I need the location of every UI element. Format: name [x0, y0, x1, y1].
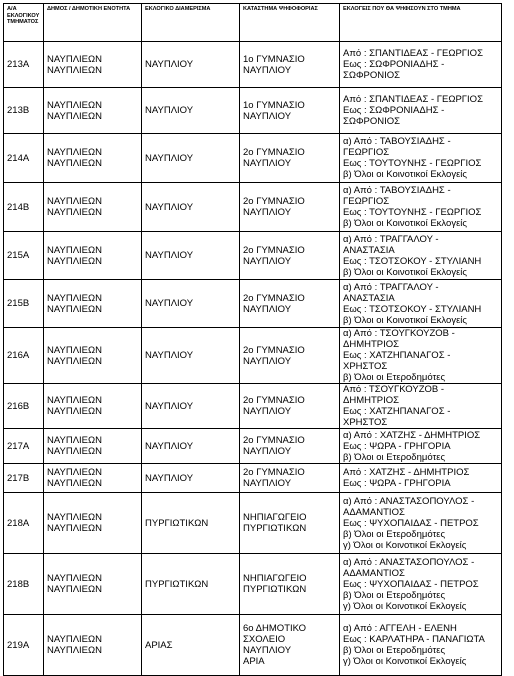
header-municipality: [44, 4, 142, 42]
district-cell: [142, 429, 240, 464]
table-row: [4, 493, 502, 554]
municipality-line: ΝΑΥΠΛΙΕΩΝ: [47, 395, 102, 406]
section-code-cell: 217Α: [4, 429, 44, 464]
voters-line: Εως : ΤΟΥΤΟΥΝΗΣ - ΓΕΩΡΓΙΟΣ: [343, 207, 482, 218]
section-code-cell: 218Α: [4, 493, 44, 554]
polling-station-line: ΝΗΠΙΑΓΩΓΕΙΟ: [243, 573, 307, 584]
table-row: [4, 328, 502, 384]
polling-station-line: ΝΑΥΠΛΙΟΥ: [243, 64, 292, 76]
table-row: [4, 183, 502, 232]
municipality-line: ΝΑΥΠΛΙΕΩΝ: [47, 244, 102, 256]
district-line: ΝΑΥΠΛΙΟΥ: [145, 350, 194, 361]
district-line: ΝΑΥΠΛΙΟΥ: [145, 105, 194, 116]
table-row: [4, 429, 502, 464]
municipality-line: ΝΑΥΠΛΙΕΩΝ: [47, 478, 102, 489]
header-section-number: [4, 4, 44, 42]
voters-line: α) Από : ΤΑΒΟΥΣΙΑΔΗΣ -: [343, 185, 451, 196]
district-line: ΑΡΙΑΣ: [145, 639, 173, 651]
municipality-cell: [44, 232, 142, 280]
voters-line: β) Όλοι οι Ετεροδημότες: [343, 372, 446, 383]
voters-line: ΧΡΗΣΤΟΣ: [343, 361, 388, 372]
voters-line: Εως : ΣΩΦΡΟΝΙΑΔΗΣ -: [343, 59, 445, 70]
voters-line: ΣΩΦΡΟΝΙΟΣ: [343, 70, 401, 81]
voters-line: Εως : ΨΥΧΟΠΑΙΔΑΣ - ΠΕΤΡΟΣ: [343, 517, 479, 529]
municipality-cell: [44, 134, 142, 183]
municipality-line: ΝΑΥΠΛΙΕΩΝ: [47, 523, 102, 534]
municipality-cell: [44, 42, 142, 88]
voters-line: β) Όλοι οι Κοινοτικοί Εκλογείς: [343, 169, 467, 180]
polling-station-line: 2ο ΓΥΜΝΑΣΙΟ: [243, 196, 305, 207]
municipality-line: ΝΑΥΠΛΙΕΩΝ: [47, 584, 102, 595]
polling-stations-table: [3, 3, 502, 676]
voters-line: α) Από : ΤΑΒΟΥΣΙΑΔΗΣ -: [343, 136, 451, 147]
voters-line: ΔΗΜΗΤΡΙΟΣ: [343, 339, 400, 350]
voters-line: β) Όλοι οι Ετεροδημότες: [343, 589, 446, 601]
district-line: ΝΑΥΠΛΙΟΥ: [145, 201, 194, 213]
municipality-line: ΝΑΥΠΛΙΕΩΝ: [47, 255, 102, 267]
polling-station-cell: [240, 134, 340, 183]
voters-line: β) Όλοι οι Ετεροδημότες: [343, 451, 446, 463]
header-text-line: ΕΚΛΟΓΙΚΟΥ: [7, 12, 40, 19]
polling-station-line: ΠΥΡΓΙΩΤΙΚΩΝ: [243, 584, 307, 595]
section-code-cell: 213Α: [4, 42, 44, 88]
district-line: ΠΥΡΓΙΩΤΙΚΩΝ: [145, 578, 209, 590]
municipality-line: ΝΑΥΠΛΙΕΩΝ: [47, 406, 102, 417]
polling-station-line: ΝΗΠΙΑΓΩΓΕΙΟ: [243, 512, 307, 523]
table-header-row: [4, 4, 502, 42]
voters-line: ΓΕΩΡΓΙΟΣ: [343, 147, 390, 158]
voters-cell: [340, 280, 502, 328]
polling-station-cell: [240, 464, 340, 493]
polling-station-line: ΑΡΙΑ: [243, 656, 265, 667]
voters-line: Εως : ΤΣΟΤΣΟΚΟΥ - ΣΤΥΛΙΑΝΗ: [343, 303, 482, 315]
district-cell: [142, 464, 240, 493]
voters-line: γ) Όλοι οι Κοινοτικοί Εκλογείς: [343, 656, 467, 667]
section-code-cell: 214Β: [4, 183, 44, 232]
voters-cell: [340, 384, 502, 429]
polling-station-cell: [240, 280, 340, 328]
section-code-cell: 218Β: [4, 554, 44, 615]
polling-station-line: ΝΑΥΠΛΙΟΥ: [243, 303, 292, 315]
polling-station-line: ΝΑΥΠΛΙΟΥ: [243, 446, 292, 457]
table-row: [4, 615, 502, 676]
voters-line: β) Όλοι οι Ετεροδημότες: [343, 645, 446, 656]
polling-station-line: ΣΧΟΛΕΙΟ: [243, 634, 286, 645]
district-line: ΝΑΥΠΛΙΟΥ: [145, 472, 194, 484]
municipality-cell: [44, 554, 142, 615]
voters-line: α) Από : ΤΡΑΓΓΑΛΟΥ -: [343, 281, 439, 293]
header-polling-station: [240, 4, 340, 42]
municipality-cell: [44, 183, 142, 232]
polling-station-cell: [240, 232, 340, 280]
voters-line: ΓΕΩΡΓΙΟΣ: [343, 196, 390, 207]
table-row: [4, 464, 502, 493]
polling-station-line: 2ο ΓΥΜΝΑΣΙΟ: [243, 292, 305, 304]
voters-line: ΑΔΑΜΑΝΤΙΟΣ: [343, 567, 405, 579]
header-text-line: Α/Α: [7, 6, 17, 12]
district-line: ΝΑΥΠΛΙΟΥ: [145, 250, 194, 261]
voters-line: Εως : ΣΩΦΡΟΝΙΑΔΗΣ -: [343, 105, 445, 116]
voters-cell: [340, 429, 502, 464]
voters-cell: [340, 615, 502, 676]
table-row: [4, 88, 502, 134]
district-cell: [142, 280, 240, 328]
municipality-cell: [44, 464, 142, 493]
section-code-cell: 216Α: [4, 328, 44, 384]
section-code-cell: 216Β: [4, 384, 44, 429]
table-row: [4, 134, 502, 183]
voters-line: Εως : ΨΥΧΟΠΑΙΔΑΣ - ΠΕΤΡΟΣ: [343, 578, 479, 590]
municipality-line: ΝΑΥΠΛΙΕΩΝ: [47, 467, 102, 478]
voters-cell: [340, 328, 502, 384]
municipality-line: ΝΑΥΠΛΙΕΩΝ: [47, 355, 102, 367]
district-cell: [142, 183, 240, 232]
polling-station-cell: [240, 42, 340, 88]
municipality-cell: [44, 88, 142, 134]
voters-cell: [340, 232, 502, 280]
voters-line: α) Από : ΑΝΑΣΤΑΣΟΠΟΥΛΟΣ -: [343, 495, 475, 507]
municipality-line: ΝΑΥΠΛΙΕΩΝ: [47, 344, 102, 356]
district-cell: [142, 615, 240, 676]
voters-cell: [340, 183, 502, 232]
polling-station-cell: [240, 615, 340, 676]
municipality-cell: [44, 429, 142, 464]
voters-line: ΑΝΑΣΤΑΣΙΑ: [343, 244, 395, 256]
polling-station-line: 1ο ΓΥΜΝΑΣΙΟ: [243, 99, 305, 111]
municipality-line: ΝΑΥΠΛΙΕΩΝ: [47, 53, 102, 65]
voters-line: Από : ΧΑΤΖΗΣ - ΔΗΜΗΤΡΙΟΣ: [343, 467, 470, 478]
polling-station-line: 2ο ΓΥΜΝΑΣΙΟ: [243, 344, 305, 356]
municipality-cell: [44, 328, 142, 384]
header-voters: [340, 4, 502, 42]
voters-line: Από : ΣΠΑΝΤΙΔΕΑΣ - ΓΕΩΡΓΙΟΣ: [343, 48, 483, 59]
polling-station-line: ΝΑΥΠΛΙΟΥ: [243, 255, 292, 267]
voters-line: Εως : ΧΑΤΖΗΠΑΝΑΓΟΣ -: [343, 406, 451, 417]
header-text-line: ΕΚΛΟΓΕΙΣ ΠΟΥ ΘΑ ΨΗΦΙΣΟΥΝ ΣΤΟ ΤΜΗΜΑ: [343, 6, 461, 12]
voters-line: ΑΔΑΜΑΝΤΙΟΣ: [343, 506, 405, 518]
polling-station-line: 1ο ΓΥΜΝΑΣΙΟ: [243, 53, 305, 65]
voters-cell: [340, 88, 502, 134]
voters-cell: [340, 493, 502, 554]
municipality-cell: [44, 493, 142, 554]
table-row: [4, 232, 502, 280]
voters-line: ΧΡΗΣΤΟΣ: [343, 417, 388, 428]
district-cell: [142, 88, 240, 134]
district-cell: [142, 493, 240, 554]
polling-station-line: ΝΑΥΠΛΙΟΥ: [243, 406, 292, 417]
polling-station-cell: [240, 328, 340, 384]
municipality-line: ΝΑΥΠΛΙΕΩΝ: [47, 292, 102, 304]
district-cell: [142, 42, 240, 88]
table-row: [4, 280, 502, 328]
municipality-cell: [44, 384, 142, 429]
district-cell: [142, 328, 240, 384]
voters-line: γ) Όλοι οι Κοινοτικοί Εκλογείς: [343, 600, 467, 612]
district-line: ΝΑΥΠΛΙΟΥ: [145, 440, 194, 452]
header-text-line: ΚΑΤΑΣΤΗΜΑ ΨΗΦΟΦΟΡΙΑΣ: [243, 6, 318, 12]
polling-station-line: 2ο ΓΥΜΝΑΣΙΟ: [243, 435, 305, 446]
voters-line: β) Όλοι οι Ετεροδημότες: [343, 528, 446, 540]
polling-station-line: ΝΑΥΠΛΙΟΥ: [243, 110, 292, 122]
district-line: ΝΑΥΠΛΙΟΥ: [145, 400, 194, 412]
voters-line: Εως : ΧΑΤΖΗΠΑΝΑΓΟΣ -: [343, 350, 451, 361]
voters-line: β) Όλοι οι Κοινοτικοί Εκλογείς: [343, 218, 467, 229]
voters-cell: [340, 42, 502, 88]
header-electoral-district: [142, 4, 240, 42]
polling-station-line: 2ο ΓΥΜΝΑΣΙΟ: [243, 395, 305, 406]
district-line: ΠΥΡΓΙΩΤΙΚΩΝ: [145, 517, 209, 529]
municipality-line: ΝΑΥΠΛΙΕΩΝ: [47, 64, 102, 76]
voters-line: Εως : ΚΑΡΛΑΤΗΡΑ - ΠΑΝΑΓΙΩΤΑ: [343, 634, 485, 645]
voters-line: ΑΝΑΣΤΑΣΙΑ: [343, 292, 395, 304]
voters-line: β) Όλοι οι Κοινοτικοί Εκλογείς: [343, 266, 467, 278]
table-body: [4, 42, 502, 676]
polling-station-line: ΝΑΥΠΛΙΟΥ: [243, 158, 292, 169]
section-code-cell: 215Β: [4, 280, 44, 328]
district-cell: [142, 384, 240, 429]
voters-line: α) Από : ΤΣΟΥΓΚΟΥΖΟΒ -: [343, 328, 455, 339]
polling-station-cell: [240, 554, 340, 615]
header-text-line: ΕΚΛΟΓΙΚΟ ΔΙΑΜΕΡΙΣΜΑ: [145, 6, 211, 12]
municipality-line: ΝΑΥΠΛΙΕΩΝ: [47, 147, 102, 158]
polling-station-line: ΠΥΡΓΙΩΤΙΚΩΝ: [243, 523, 307, 534]
voters-line: ΣΩΦΡΟΝΙΟΣ: [343, 116, 401, 127]
voters-line: α) Από : ΑΓΓΕΛΗ - ΕΛΕΝΗ: [343, 623, 457, 634]
municipality-line: ΝΑΥΠΛΙΕΩΝ: [47, 110, 102, 122]
section-code-cell: 213Β: [4, 88, 44, 134]
municipality-line: ΝΑΥΠΛΙΕΩΝ: [47, 645, 102, 656]
voters-line: Εως : ΨΩΡΑ - ΓΡΗΓΟΡΙΑ: [343, 478, 451, 489]
voters-line: α) Από : ΤΡΑΓΓΑΛΟΥ -: [343, 233, 439, 245]
municipality-line: ΝΑΥΠΛΙΕΩΝ: [47, 196, 102, 207]
table-row: [4, 554, 502, 615]
district-line: ΝΑΥΠΛΙΟΥ: [145, 298, 194, 309]
polling-station-line: ΝΑΥΠΛΙΟΥ: [243, 478, 292, 489]
polling-station-cell: [240, 429, 340, 464]
municipality-line: ΝΑΥΠΛΙΕΩΝ: [47, 158, 102, 169]
voters-cell: [340, 554, 502, 615]
polling-station-cell: [240, 88, 340, 134]
section-code-cell: 219Α: [4, 615, 44, 676]
voters-line: Από : ΤΣΟΥΓΚΟΥΖΟΒ -: [343, 384, 445, 395]
polling-station-line: ΝΑΥΠΛΙΟΥ: [243, 355, 292, 367]
voters-line: β) Όλοι οι Κοινοτικοί Εκλογείς: [343, 314, 467, 326]
polling-station-line: 6ο ΔΗΜΟΤΙΚΟ: [243, 623, 307, 634]
municipality-line: ΝΑΥΠΛΙΕΩΝ: [47, 99, 102, 111]
polling-station-line: 2ο ΓΥΜΝΑΣΙΟ: [243, 467, 305, 478]
section-code-cell: 215Α: [4, 232, 44, 280]
section-code-cell: 217Β: [4, 464, 44, 493]
polling-station-cell: [240, 183, 340, 232]
voters-line: Εως : ΨΩΡΑ - ΓΡΗΓΟΡΙΑ: [343, 440, 451, 452]
municipality-cell: [44, 280, 142, 328]
voters-line: α) Από : ΧΑΤΖΗΣ - ΔΗΜΗΤΡΙΟΣ: [343, 429, 481, 441]
municipality-line: ΝΑΥΠΛΙΕΩΝ: [47, 512, 102, 523]
district-cell: [142, 232, 240, 280]
voters-line: γ) Όλοι οι Κοινοτικοί Εκλογείς: [343, 539, 467, 551]
polling-station-line: 2ο ΓΥΜΝΑΣΙΟ: [243, 147, 305, 158]
district-cell: [142, 554, 240, 615]
municipality-line: ΝΑΥΠΛΙΕΩΝ: [47, 435, 102, 446]
voters-line: Από : ΣΠΑΝΤΙΔΕΑΣ - ΓΕΩΡΓΙΟΣ: [343, 94, 483, 105]
district-line: ΝΑΥΠΛΙΟΥ: [145, 152, 194, 164]
table-row: [4, 42, 502, 88]
section-code-cell: 214Α: [4, 134, 44, 183]
polling-station-line: ΝΑΥΠΛΙΟΥ: [243, 207, 292, 218]
district-cell: [142, 134, 240, 183]
polling-station-line: 2ο ΓΥΜΝΑΣΙΟ: [243, 244, 305, 256]
municipality-line: ΝΑΥΠΛΙΕΩΝ: [47, 207, 102, 218]
voters-line: ΔΗΜΗΤΡΙΟΣ: [343, 395, 400, 406]
polling-station-cell: [240, 493, 340, 554]
municipality-line: ΝΑΥΠΛΙΕΩΝ: [47, 303, 102, 315]
municipality-cell: [44, 615, 142, 676]
voters-line: Εως : ΤΟΥΤΟΥΝΗΣ - ΓΕΩΡΓΙΟΣ: [343, 158, 482, 169]
voters-cell: [340, 134, 502, 183]
header-text-line: ΤΜΗΜΑΤΟΣ: [7, 19, 39, 25]
voters-cell: [340, 464, 502, 493]
header-text-line: ΔΗΜΟΣ / ΔΗΜΟΤΙΚΗ ΕΝΟΤΗΤΑ: [47, 6, 131, 12]
municipality-line: ΝΑΥΠΛΙΕΩΝ: [47, 446, 102, 457]
polling-station-line: ΝΑΥΠΛΙΟΥ: [243, 645, 292, 656]
district-line: ΝΑΥΠΛΙΟΥ: [145, 59, 194, 70]
municipality-line: ΝΑΥΠΛΙΕΩΝ: [47, 634, 102, 645]
municipality-line: ΝΑΥΠΛΙΕΩΝ: [47, 573, 102, 584]
polling-station-cell: [240, 384, 340, 429]
table-row: [4, 384, 502, 429]
voters-line: Εως : ΤΣΟΤΣΟΚΟΥ - ΣΤΥΛΙΑΝΗ: [343, 255, 482, 267]
voters-line: α) Από : ΑΝΑΣΤΑΣΟΠΟΥΛΟΣ -: [343, 556, 475, 568]
